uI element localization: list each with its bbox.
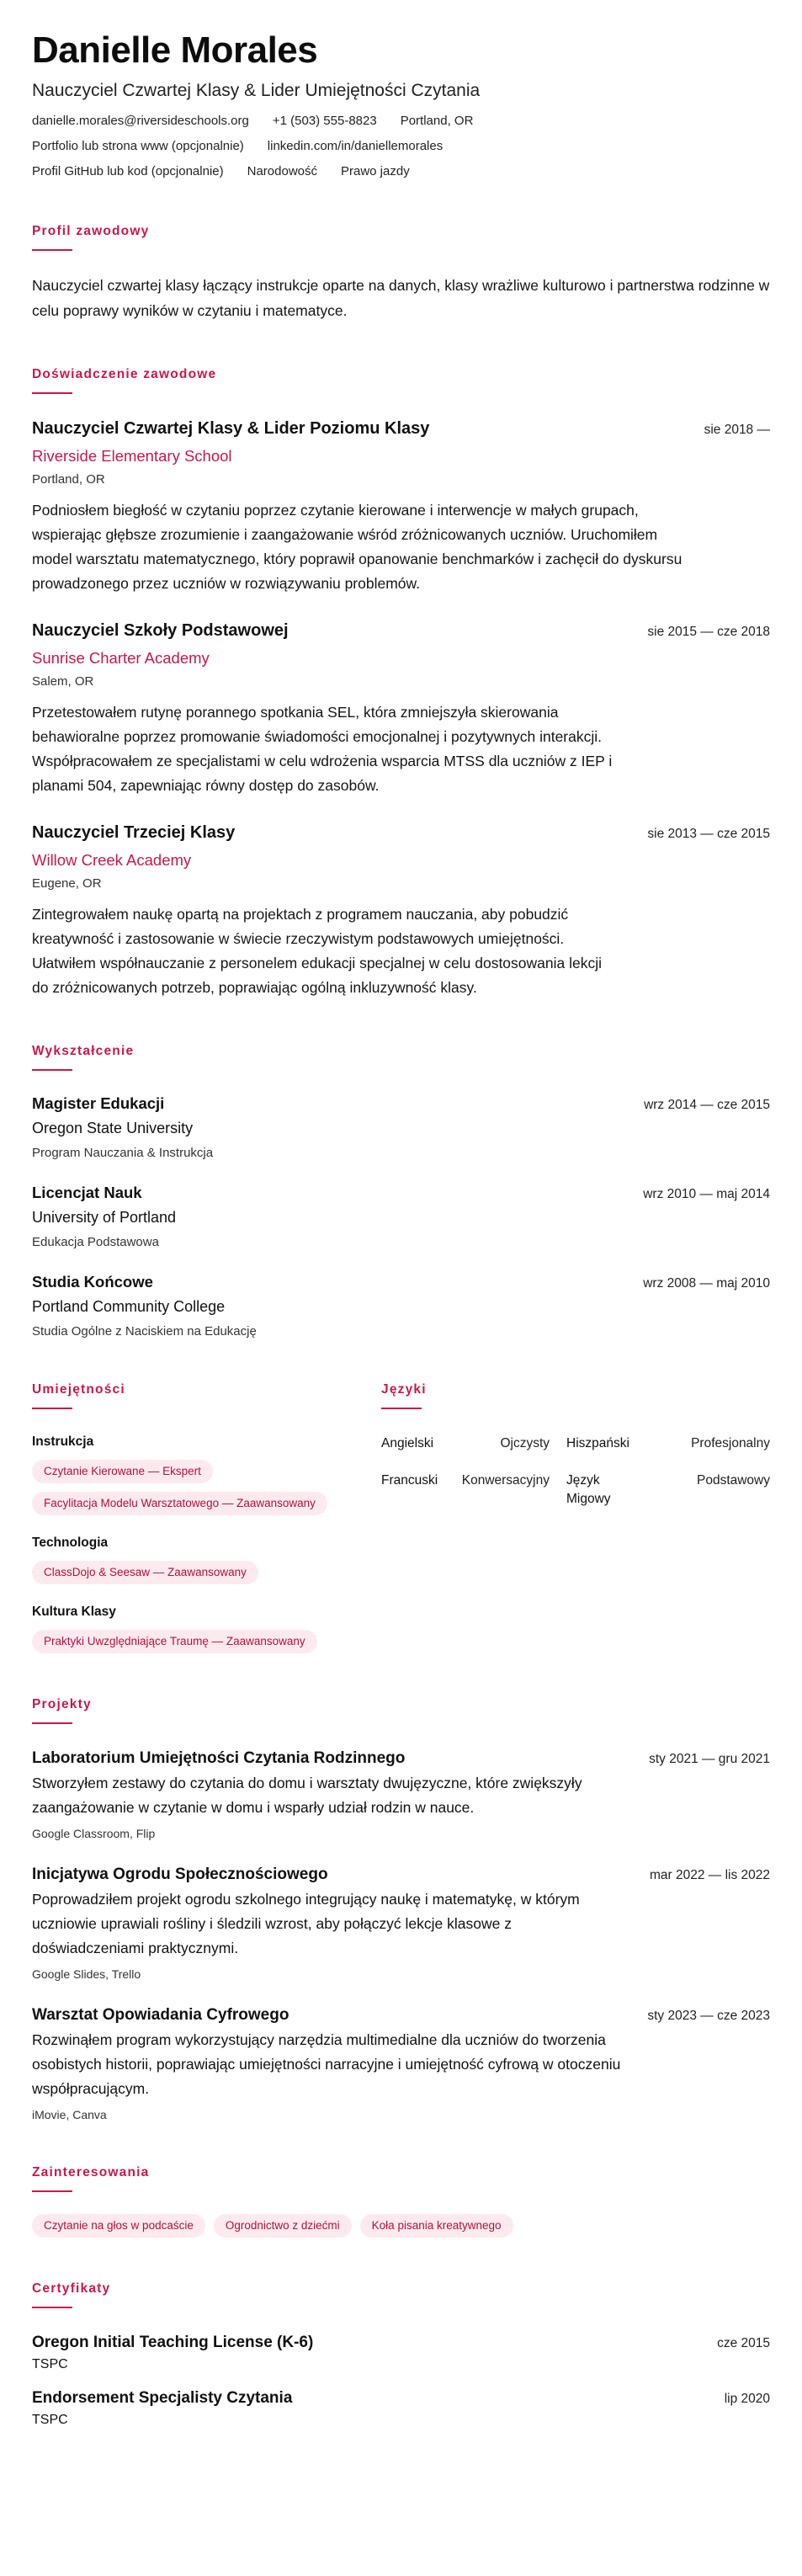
interest-tag: Koła pisania kreatywnego — [360, 2214, 513, 2238]
project-tools: Google Slides, Trello — [32, 1967, 141, 1982]
certificate-date: cze 2015 — [717, 2336, 770, 2351]
education-item — [32, 1094, 770, 1160]
section-divider — [32, 1722, 72, 1724]
education-item — [32, 1184, 770, 1249]
degree: Magister Edukacji — [32, 1094, 165, 1113]
experience-section — [32, 367, 770, 1000]
project-item — [32, 1865, 770, 1981]
section-divider — [32, 1069, 72, 1071]
language-name: Hiszpański — [566, 1436, 629, 1451]
language-level: Konwersacyjny — [461, 1473, 550, 1488]
project-description: Rozwinąłem program wykorzystujący narzędzia multimedialne dla uczniów do tworzenia osobistych historii, poprawiając umiejętności narracyjne i umiejętność cyfrową w otoczeniu współpracującym. — [32, 2031, 621, 2098]
interest-tag: Ogrodnictwo z dziećmi — [214, 2214, 352, 2238]
candidate-name: Danielle Morales — [32, 29, 318, 71]
email-link[interactable]: danielle.morales@riversideschools.org — [32, 114, 249, 129]
section-divider — [32, 392, 72, 394]
job-dates: sie 2018 — — [704, 423, 770, 438]
contact-row — [32, 163, 770, 180]
job-description: Przetestowałem rutynę porannego spotkania SEL, która zmniejszyła skierowania behawioralne poprzez promowanie świadomości emocjonalnej i pozytywnych interakcji. Współpracowałem ze specjalistami w celu wdrożenia wsparcia MTSS dla uczniów z IEP i planami 504, zapewniając równy dostęp do zasobów. — [32, 704, 613, 795]
skill-category: Kultura Klasy — [32, 1605, 116, 1620]
skills-languages-row — [32, 1382, 770, 1653]
job-dates: sie 2013 — cze 2015 — [647, 827, 770, 842]
school: Oregon State University — [32, 1120, 194, 1137]
profile-summary: Nauczyciel czwartej klasy łączący instrukcje oparte na danych, klasy wrażliwe kulturowo i partnerstwa rodzinne w celu poprawy wyników w czytaniu i matematyce. — [32, 277, 770, 320]
job-description: Zintegrowałem naukę opartą na projektach z programem nauczania, aby pobudzić kreatywność i zastosowanie w świecie rzeczywistym podstawowych umiejętności. Ułatwiłem współnauczanie z personelem edukacji specjalnej w celu dostosowania lekcji do zróżnicowanych potrzeb, poprawiając ogólną inkluzywność klasy. — [32, 906, 603, 997]
section-title: Doświadczenie zawodowe — [32, 367, 217, 382]
job-description: Podniosłem biegłość w czytaniu poprzez czytanie kierowane i interwencje w małych grupach, wspierając głębsze zrozumienie i zaangażowanie wśród zróżnicowanych uczniów. Uruchomiłem model warsztatu matematycznego, który poprawił opanowanie benchmarków i zachęcił do dyskursu prowadzonego przez uczniów w rozwiązywaniu problemów. — [32, 502, 682, 593]
profile-section — [32, 224, 770, 323]
skill-group — [32, 1535, 381, 1584]
experience-item — [32, 823, 770, 1000]
portfolio-link[interactable]: Portfolio lub strona www (opcjonalnie) — [32, 139, 244, 154]
project-tools: Google Classroom, Flip — [32, 1827, 156, 1841]
program: Program Nauczania & Instrukcja — [32, 1146, 214, 1161]
skills-section — [32, 1382, 381, 1653]
education-section — [32, 1044, 770, 1339]
section-divider — [381, 1408, 422, 1409]
project-title: Warsztat Opowiadania Cyfrowego — [32, 2006, 289, 2025]
language-level: Ojczysty — [500, 1436, 550, 1451]
certificate-date: lip 2020 — [724, 2392, 770, 2407]
language-item — [550, 1472, 770, 1509]
certificate-issuer: TSPC — [32, 2357, 68, 2372]
education-dates: wrz 2008 — maj 2010 — [643, 1276, 770, 1291]
skill-tag: Praktyki Uwzględniające Traumę — Zaawansowany — [32, 1630, 317, 1653]
language-name: Angielski — [381, 1436, 434, 1451]
nationality: Narodowość — [247, 164, 317, 179]
degree: Licencjat Nauk — [32, 1184, 142, 1202]
job-title: Nauczyciel Trzeciej Klasy — [32, 823, 236, 843]
skill-category: Instrukcja — [32, 1434, 94, 1450]
skill-tag: Facylitacja Modelu Warsztatowego — Zaawansowany — [32, 1492, 327, 1515]
project-dates: sty 2023 — cze 2023 — [647, 2009, 770, 2024]
project-description: Stworzyłem zestawy do czytania do domu i warsztaty dwujęzyczne, które zwiększyły zaangażowanie w czytanie w domu i wsparły udział rodzin w nauce. — [32, 1775, 582, 1817]
experience-item — [32, 621, 770, 798]
education-item — [32, 1273, 770, 1339]
certificate-name: Endorsement Specjalisty Czytania — [32, 2389, 293, 2408]
driving-license: Prawo jazdy — [341, 164, 410, 179]
phone-link[interactable]: +1 (503) 555-8823 — [272, 114, 377, 129]
employer: Riverside Elementary School — [32, 447, 232, 466]
project-dates: sty 2021 — gru 2021 — [649, 1752, 770, 1767]
section-title: Projekty — [32, 1697, 92, 1712]
skill-group — [32, 1605, 381, 1653]
language-item — [550, 1434, 770, 1453]
certificate-item — [32, 2389, 770, 2428]
certificate-issuer: TSPC — [32, 2413, 68, 2428]
skill-tag: Czytanie Kierowane — Ekspert — [32, 1460, 213, 1483]
language-name: Język Migowy — [566, 1473, 611, 1507]
skill-category: Technologia — [32, 1535, 109, 1551]
section-title: Zainteresowania — [32, 2165, 150, 2180]
resume-header — [32, 30, 770, 180]
employer: Willow Creek Academy — [32, 851, 192, 870]
employer: Sunrise Charter Academy — [32, 649, 210, 668]
section-title: Języki — [381, 1382, 427, 1397]
project-item — [32, 2006, 770, 2121]
interest-tag: Czytanie na głos w podcaście — [32, 2214, 205, 2238]
education-dates: wrz 2010 — maj 2014 — [643, 1187, 770, 1202]
job-location: Salem, OR — [32, 674, 94, 689]
project-title: Inicjatywa Ogrodu Społecznościowego — [32, 1865, 328, 1884]
section-divider — [32, 2190, 72, 2192]
section-title: Wykształcenie — [32, 1044, 135, 1059]
program: Edukacja Podstawowa — [32, 1235, 159, 1250]
language-item — [381, 1434, 550, 1453]
school: Portland Community College — [32, 1298, 226, 1316]
section-divider — [32, 249, 72, 251]
job-dates: sie 2015 — cze 2018 — [647, 625, 770, 640]
job-location: Eugene, OR — [32, 876, 102, 891]
linkedin-link[interactable]: linkedin.com/in/daniellemorales — [267, 139, 443, 154]
section-title: Certyfikaty — [32, 2281, 111, 2297]
certificate-name: Oregon Initial Teaching License (K-6) — [32, 2334, 314, 2352]
contact-row — [32, 113, 770, 130]
candidate-headline: Nauczyciel Czwartej Klasy & Lider Umiejętności Czytania — [32, 81, 481, 101]
project-description: Poprowadziłem projekt ogrodu szkolnego integrujący naukę i matematykę, w którym uczniowie uprawiali rośliny i śledzili wzrost, aby połączyć lekcje klasowe z doświadczeniami praktycznymi. — [32, 1891, 580, 1957]
program: Studia Ogólne z Naciskiem na Edukację — [32, 1324, 257, 1339]
project-dates: mar 2022 — lis 2022 — [649, 1868, 770, 1883]
section-title: Umiejętności — [32, 1382, 125, 1397]
language-level: Profesjonalny — [691, 1436, 770, 1451]
job-title: Nauczyciel Szkoły Podstawowej — [32, 621, 289, 641]
skill-group — [32, 1434, 381, 1515]
experience-item — [32, 419, 770, 596]
certificate-item — [32, 2334, 770, 2372]
contact-row — [32, 138, 770, 155]
section-divider — [32, 2307, 72, 2308]
location: Portland, OR — [400, 114, 474, 129]
project-title: Laboratorium Umiejętności Czytania Rodzinnego — [32, 1749, 406, 1768]
school: University of Portland — [32, 1209, 177, 1227]
section-divider — [32, 1408, 72, 1409]
job-location: Portland, OR — [32, 472, 105, 487]
section-title: Profil zawodowy — [32, 224, 150, 239]
language-name: Francuski — [381, 1473, 438, 1488]
github-link[interactable]: Profil GitHub lub kod (opcjonalnie) — [32, 164, 224, 179]
skill-tag: ClassDojo & Seesaw — Zaawansowany — [32, 1561, 258, 1584]
language-level: Podstawowy — [696, 1473, 770, 1488]
education-dates: wrz 2014 — cze 2015 — [644, 1098, 770, 1113]
project-item — [32, 1749, 770, 1840]
degree: Studia Końcowe — [32, 1273, 153, 1291]
project-tools: iMovie, Canva — [32, 2108, 107, 2122]
projects-section — [32, 1697, 770, 2121]
interests-section — [32, 2165, 770, 2238]
certificates-section — [32, 2281, 770, 2428]
job-title: Nauczyciel Czwartej Klasy & Lider Poziomu Klasy — [32, 419, 430, 439]
language-item — [381, 1472, 550, 1509]
languages-section — [381, 1382, 770, 1653]
